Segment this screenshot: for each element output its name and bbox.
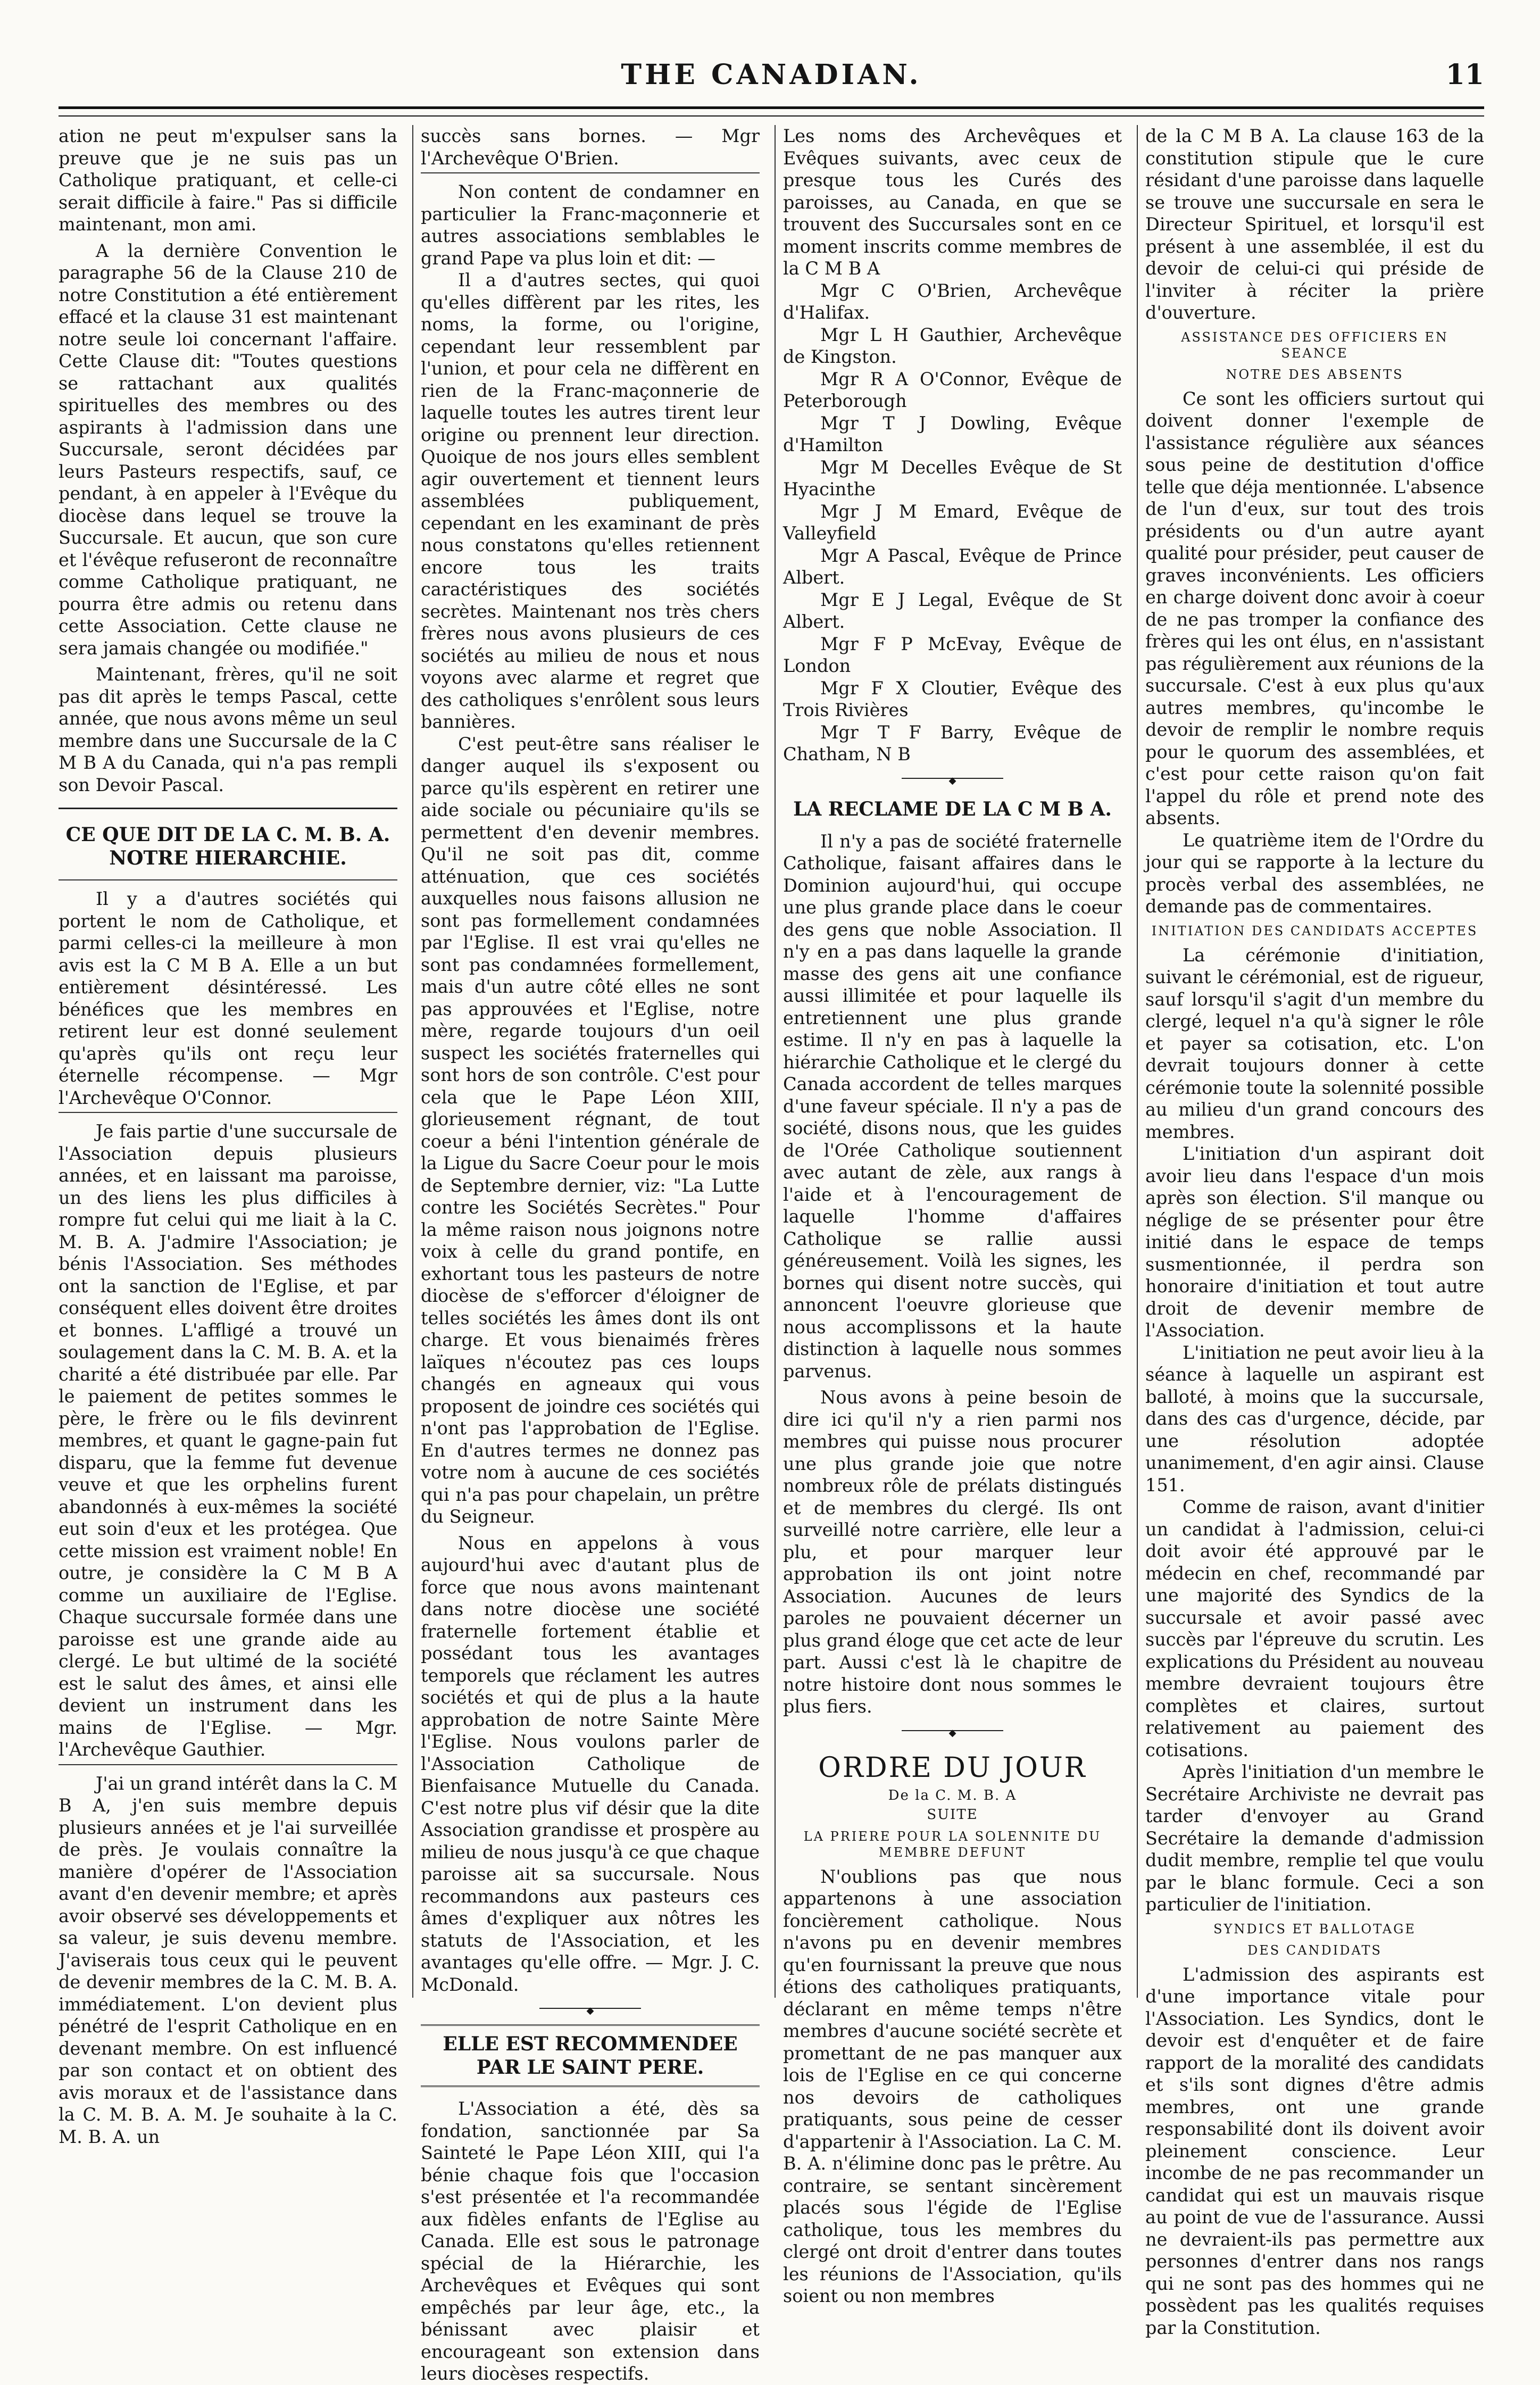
bishop-entry: Mgr L H Gauthier, Archevêque de Kingston. [783, 324, 1122, 367]
bishop-entry: Mgr E J Legal, Evêque de St Albert. [783, 589, 1122, 632]
paragraph: Nous avons à peine besoin de dire ici qu'il n'y a rien parmi nos membres qui puisse nous procurer une plus grande joie que notre nombreux rôle de prélats distingués et de membres du clergé. Ils ont surveillé notre carrière, elle leur a plu, et pour marquer leur approbation ils ont joint notre Association. Aucunes de leurs paroles ne pouvaient décerner un plus grand éloge que cet acte de leur part. Aussi c'est là le chapitre de notre histoire dont nous sommes le plus fiers. [783, 1387, 1122, 1717]
paragraph: Les noms des Archevêques et Evêques suivants, avec ceux de presque tous les Curés des paroisses, au Canada, en que se trouvent des Succursales sont en ce moment inscrits comme membres de la C M B A [783, 126, 1122, 279]
bishop-entry: Mgr T J Dowling, Evêque d'Hamilton [783, 412, 1122, 455]
ordre-du-jour-suite: SUITE [927, 1806, 978, 1823]
bishop-entry: Mgr C O'Brien, Archevêque d'Halifax. [783, 280, 1122, 323]
bishop-entry: Mgr J M Emard, Evêque de Valleyfield [783, 501, 1122, 544]
masthead [59, 59, 1484, 101]
paragraph: L'admission des aspirants est d'une importance vitale pour l'Association. Les Syndics, dont le devoir est d'enquêter et de faire rapport de la moralité des candidats et s'ils sont dignes d'être admis membres, ont une grande responsabilité dont ils doivent avoir pleinement conscience. Leur incombe de ne pas recommander un candidat qui est un mauvais risque au point de vue de l'assurance. Aussi ne devraient-ils pas permettre aux personnes d'entrer dans nos rangs qui ne sont pas des hommes qui ne possèdent pas les qualités requises par la Constitution. [1145, 1964, 1484, 2338]
bishop-entry: Mgr R A O'Connor, Evêque de Peterborough [783, 368, 1122, 411]
ordre-du-jour-title: ORDRE DU JOUR [818, 1751, 1087, 1784]
ornament [783, 1725, 1122, 1736]
ordre-du-jour-section: LA PRIERE POUR LA SOLENNITE DU MEMBRE DEFUNT [803, 1829, 1102, 1860]
paragraph: Non content de condamner en particulier la Franc-maçonnerie et autres associations semblables le grand Pape va plus loin et dit: — [421, 181, 760, 269]
article-columns [59, 125, 1484, 2384]
bishop-entry: Mgr A Pascal, Evêque de Prince Albert. [783, 545, 1122, 588]
paragraph: La cérémonie d'initiation, suivant le cérémonial, est de rigueur, sauf lorsqu'il s'agit d'un membre du clergé, lequel n'a qu'à signer le rôle et payer sa cotisation, etc. L'on devrait toujours donner à cette cérémonie toute la solennité possible au milieu d'un grand concours des membres. [1145, 944, 1484, 1142]
running-title: THE CANADIAN. [621, 59, 922, 91]
paragraph: de la C M B A. La clause 163 de la constitution stipule que le cure résidant d'une paroisse dans laquelle se trouve une succursale en sera le Directeur Spirituel, et lorsqu'il est présent à une assemblée, il est du devoir de celui-ci qui préside de l'inviter à réciter la prière d'ouverture. [1145, 126, 1484, 323]
divider [59, 808, 397, 809]
subsection-heading: NOTRE DES ABSENTS [1226, 367, 1404, 382]
ordre-du-jour-subtitle: De la C. M. B. A [888, 1787, 1017, 1804]
bishop-entry: Mgr F P McEvay, Evêque de London [783, 633, 1122, 676]
paragraph: L'initiation ne peut avoir lieu à la séance à laquelle un aspirant est balloté, à moins que la succursale, dans des cas d'urgence, décide, par une résolution adoptée unanimement, d'en agir ainsi. Clause 151. [1145, 1342, 1484, 1495]
subsection-heading: SYNDICS ET BALLOTAGE [1213, 1921, 1416, 1937]
header-rule [59, 106, 1484, 117]
paragraph: C'est peut-être sans réaliser le danger auquel ils s'exposent ou parce qu'ils espèrent en retirer une aide sociale ou pécuniaire qu'ils se permettent d'en devenir membres. Qu'il ne soit pas dit, comme atténuation, que ces sociétés auxquelles nous faisons allusion ne sont pas formellement condamnées par l'Eglise. Il est vrai qu'elles ne sont pas condamnées formellement, mais d'un autre côté elles ne sont pas approuvées et l'Eglise, notre mère, regarde toujours d'un oeil suspect les sociétés fraternelles qui sont hors de son contrôle. C'est pour cela que le Pape Léon XIII, glorieusement régnant, de tout coeur a béni l'intention générale de la Ligue du Sacre Coeur pour le mois de Septembre dernier, viz: "La Lutte contre les Sociétés Secrètes." Pour la même raison nous joignons notre voix à celle du grand pontife, en exhortant tous les pasteurs de notre diocèse de s'efforcer d'éloigner de telles sociétés les âmes dont ils ont charge. Et vous bienaimés frères laïques n'écoutez pas ces loups changés en agneaux qui vous proposent de joindre ces sociétés qui n'ont pas l'approbation de l'Eglise. En d'autres termes ne donnez pas votre nom à aucune de ces sociétés qui n'a pas pour chapelain, un prêtre du Seigneur. [421, 733, 760, 1527]
bishop-entry: Mgr M Decelles Evêque de St Hyacinthe [783, 456, 1122, 500]
paragraph: Il n'y a pas de société fraternelle Catholique, faisant affaires dans le Dominion aujourd'hui, qui occupe une plus grande place dans le coeur des gens que noble Association. Il n'y en a pas dans laquelle la grande masse des gens ait une confiance aussi illimitée et pour laquelle ils entretiennent une plus grande estime. Il n'y en pas à laquelle la hiérarchie Catholique et le clergé du Canada accordent de telles marques d'une faveur spéciale. Il n'y a pas de société, disons nous, que les guides de l'Orée Catholique soutiennent avec autant de zèle, aux rangs à l'aide et à l'encouragement de laquelle l'homme d'affaires Catholique se rallie aussi généreusement. Voilà les signes, les bornes qui disent notre succès, qui annoncent l'oeuvre glorieuse que nous accomplissons et la haute distinction à laquelle nous sommes parvenus. [783, 830, 1122, 1382]
divider [421, 172, 760, 173]
heading-box [421, 2024, 760, 2087]
paragraph: succès sans bornes. — Mgr l'Archevêque O'Brien. [421, 126, 760, 169]
paragraph: Il y a d'autres sociétés qui portent le nom de Catholique, et parmi celles-ci la meilleure à mon avis est la C M B A. Elle a un but entièrement désintéressé. Les bénéfices que les membres en retirent leur est donné seulement qu'après qu'ils ont reçu leur éternelle récompense. — Mgr l'Archevêque O'Connor. [59, 888, 397, 1108]
subsection-heading: ASSISTANCE DES OFFICIERS EN SEANCE [1181, 329, 1449, 361]
paragraph: Ce sont les officiers surtout qui doivent donner l'exemple de l'assistance régulière aux séances sous peine de destitution d'office telle que déja mentionnée. L'absence de l'un d'eux, sur tout des trois présidents ou d'un autre ayant qualité pour présider, peut causer de graves inconvénients. Les officiers en charge doivent donc avoir à coeur de ne pas tromper la confiance des frères qui les ont élus, en n'assistant pas régulièrement aux réunions de la succursale. C'est à eux plus qu'aux autres membres, qu'incombe le devoir de remplir le nombre requis pour le quorum des assemblées, et c'est pour cette raison qu'on fait l'appel du rôle et prend note des absents. [1145, 388, 1484, 828]
section-heading: LA RECLAME DE LA C M B A. [793, 797, 1112, 820]
ornament [421, 2003, 760, 2014]
paragraph: Le quatrième item de l'Ordre du jour qui se rapporte à la lecture du procès verbal des assemblées, ne demande pas de commentaires. [1145, 829, 1484, 917]
ornament [783, 773, 1122, 784]
paragraph: L'initiation d'un aspirant doit avoir lieu dans l'espace d'un mois après son élection. S'il manque ou néglige de se présenter pour être initié dans le espace de temps susmentionnée, il perdra son honoraire d'initiation et tout autre droit de devenir membre de l'Association. [1145, 1143, 1484, 1341]
divider [59, 879, 397, 880]
paragraph: Je fais partie d'une succursale de l'Association depuis plusieurs années, et en laissant ma paroisse, un des liens les plus difficiles à rompre fut celui qui me liait à la C. M. B. A. J'admire l'Association; je bénis l'Association. Ses méthodes ont la sanction de l'Eglise, et par conséquent elles doivent être droites et bonnes. L'affligé a trouvé un soulagement dans la C. M. B. A. et la charité a été distribuée par elle. Par le paiement de petites sommes le père, le frère ou le fils devinrent membres, et quant le gagne-pain fut disparu, que la femme fut devenue veuve et que les orphelins furent abandonnés à eux-mêmes la société eut soin d'eux et les protégea. Que cette mission est vraiment noble! En outre, je considère la C M B A comme un auxiliaire de l'Eglise. Chaque succursale formée dans une paroisse est une grande aide au clergé. Le but ultimé de la société est le salut des âmes, et ainsi elle devient un instrument dans les mains de l'Eglise. — Mgr. l'Archevêque Gauthier. [59, 1121, 397, 1760]
paragraph: Il a d'autres sectes, qui quoi qu'elles diffèrent par les rites, les noms, la forme, ou l'origine, cependant leur ressemblent par l'union, et pour cela ne diffèrent en rien de la Franc-maçonnerie de laquelle toutes les autres tirent leur origine ou prennent leur direction. Quoique de nos jours elles semblent agir ouvertement et tiennent leurs assemblées publiquement, cependant en les examinant de près nous constatons qu'elles retiennent encore tous les traits caractéristiques des sociétés secrètes. Maintenant nos très chers frères nous avons plusieurs de ces sociétés au milieu de nous et nous voyons avec alarme et regret que des catholiques s'enrôlent sous leurs bannières. [421, 270, 760, 732]
page-number: 11 [1445, 59, 1484, 91]
section-heading: CE QUE DIT DE LA C. M. B. A. NOTRE HIERARCHIE. [65, 824, 390, 869]
paragraph: Après l'initiation d'un membre le Secrétaire Archiviste ne devrait pas tarder d'envoyer au Grand Secrétaire la demande d'admission dudit membre, remplie tel que voulu par le blanc formule. Ceci a son particulier de l'initiation. [1145, 1761, 1484, 1915]
section-heading: ELLE EST RECOMMENDEE PAR LE SAINT PERE. [443, 2033, 738, 2079]
subsection-heading: DES CANDIDATS [1247, 1942, 1382, 1958]
paragraph: Nous en appelons à vous aujourd'hui avec d'autant plus de force que nous avons maintenant dans notre diocèse une société fraternelle fortement établie et possédant tous les avantages temporels que réclament les autres sociétés et qui de plus a la haute approbation de notre Sainte Mère l'Eglise. Nous voulons parler de l'Association Catholique de Bienfaisance Mutuelle du Canada. C'est notre plus vif désir que la dite Association grandisse et prospère au milieu de nous jusqu'à ce que chaque paroisse ait sa succursale. Nous recommandons aux pasteurs ces âmes d'expliquer aux nôtres les statuts de l'Association, et les avantages qu'elle offre. — Mgr. J. C. McDonald. [421, 1532, 760, 1995]
bishop-entry: Mgr T F Barry, Evêque de Chatham, N B [783, 721, 1122, 764]
paragraph: Maintenant, frères, qu'il ne soit pas dit après le temps Pascal, cette année, que nous avons même un seul membre dans une Succursale de la C M B A du Canada, qui n'a pas rempli son Devoir Pascal. [59, 664, 397, 795]
divider [59, 1764, 397, 1765]
divider [59, 1112, 397, 1113]
column-4 [1137, 125, 1484, 2338]
paragraph: L'Association a été, dès sa fondation, sanctionnée par Sa Sainteté le Pape Léon XIII, qui l'a bénie chaque fois que l'occasion s'est présentée et l'a recommandée aux fidèles enfants de l'Eglise au Canada. Elle est sous le patronage spécial de la Hiérarchie, les Archevêques et Evêques qui sont empêchés par leur âge, etc., la bénissant avec plaisir et encourageant son extension dans leurs diocèses respectifs. [421, 2098, 760, 2384]
column-1 [59, 125, 397, 2147]
paragraph: Comme de raison, avant d'initier un candidat à l'admission, celui-ci doit avoir été approuvé par le médecin en chef, recommandé par une majorité des Syndics de la succursale et avoir passé avec succès par l'épreuve du scrutin. Les explications du Président au nouveau membre devraient toujours être complètes et claires, surtout relativement au paiement des cotisations. [1145, 1497, 1484, 1760]
paragraph: A la dernière Convention le paragraphe 56 de la Clause 210 de notre Constitution a été entièrement effacé et la clause 31 est maintenant notre seule loi concernant l'affaire. Cette Clause dit: "Toutes questions se rattachant aux qualités spirituelles des membres ou des aspirants à l'admission dans une Succursale, seront décidées par leurs Pasteurs respectifs, sauf, ce pendant, à en appeler à l'Evêque du diocèse dans lequel se trouve la Succursale. Et aucun, que son cure et l'évêque refuseront de reconnaître comme Catholique pratiquant, ne pourra être admis ou retenu dans cette Association. Cette clause ne sera jamais changée ou modifiée." [59, 240, 397, 659]
paragraph: ation ne peut m'expulser sans la preuve que je ne suis pas un Catholique pratiquant, et celle-ci serait difficile à faire." Pas si difficile maintenant, mon ami. [59, 126, 397, 235]
column-3 [775, 125, 1122, 2306]
column-2 [412, 125, 760, 2384]
paragraph: J'ai un grand intérêt dans la C. M B A, j'en suis membre depuis plusieurs années et je l'ai surveillée de près. Je voulais connaître la manière d'opérer de l'Association avant d'en devenir membre; et après avoir observé ses développements et sa valeur, je suis devenu membre. J'aviserais tous ceux qui le peuvent de devenir membres de la C. M. B. A. immédiatement. L'on devient plus pénétré de l'esprit Catholique en en devenant membre. On est influencé par son contact et on obtient des avis moraux et de l'assistance dans la C. M. B. A. M. Je souhaite à la C. M. B. A. un [59, 1773, 397, 2147]
bishop-entry: Mgr F X Cloutier, Evêque des Trois Rivières [783, 677, 1122, 720]
paragraph: N'oublions pas que nous appartenons à une association foncièrement catholique. Nous n'avons pu en devenir membres qu'en fournissant la preuve que nous étions des catholiques pratiquants, déclarant en même temps n'être membres d'aucune société secrète et promettant de ne pas manquer aux lois de l'Eglise en ce qui concerne nos devoirs de catholiques pratiquants, sous peine de cesser d'appartenir à l'Association. La C. M. B. A. n'élimine donc pas le prêtre. Au contraire, se sentant sincèrement placés sous l'égide de l'Eglise catholique, tous les membres du clergé ont droit d'entrer dans toutes les réunions de l'Association, qu'ils soient ou non membres [783, 1866, 1122, 2306]
subsection-heading: INITIATION DES CANDIDATS ACCEPTES [1151, 923, 1478, 938]
